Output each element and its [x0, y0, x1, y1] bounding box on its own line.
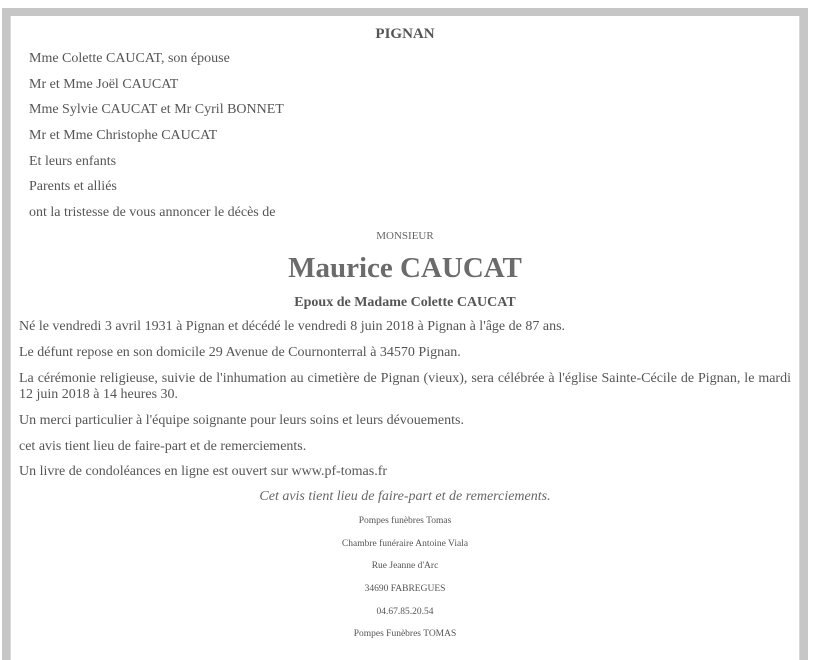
ceremony-line: La cérémonie religieuse, suivie de l'inhumation au cimetière de Pignan (vieux), sera célébrée à l'église Sainte-Cécile de Pignan, le mardi 12 juin 2018 à 14 heures 30.	[19, 371, 791, 402]
funeral-home-line: Pompes Funèbres TOMAS	[353, 629, 457, 639]
funeral-home-line: 34690 FABREGUES	[364, 584, 446, 594]
funeral-home-line: 04.67.85.20.54	[376, 607, 434, 617]
deceased-name: Maurice CAUCAT	[288, 252, 522, 284]
family-line: Et leurs enfants	[29, 154, 117, 169]
family-line: ont la tristesse de vous annoncer le décès de	[29, 205, 276, 220]
condolence-line: Un livre de condoléances en ligne est ouvert sur www.pf-tomas.fr	[19, 464, 388, 479]
town-heading: PIGNAN	[375, 26, 435, 42]
birth-death-line: Né le vendredi 3 avril 1931 à Pignan et décédé le vendredi 8 juin 2018 à Pignan à l'âge de 87 ans.	[19, 319, 566, 334]
repose-line: Le défunt repose en son domicile 29 Avenue de Cournonterral à 34570 Pignan.	[19, 345, 461, 360]
frame-border-top	[2, 8, 808, 16]
notice-line: cet avis tient lieu de faire-part et de remerciements.	[19, 439, 307, 454]
family-line: Mme Colette CAUCAT, son épouse	[29, 51, 230, 66]
funeral-home-line: Pompes funèbres Tomas	[358, 516, 452, 526]
honorific: MONSIEUR	[376, 230, 434, 242]
thanks-line: Un merci particulier à l'équipe soignante pour leurs soins et leurs dévouements.	[19, 413, 464, 428]
family-line: Parents et alliés	[29, 179, 117, 194]
family-line: Mr et Mme Joël CAUCAT	[29, 77, 179, 92]
family-line: Mr et Mme Christophe CAUCAT	[29, 128, 218, 143]
frame-border-right	[800, 8, 808, 660]
funeral-home-line: Rue Jeanne d'Arc	[371, 561, 439, 571]
funeral-home-line: Chambre funéraire Antoine Viala	[341, 539, 469, 549]
closing-statement: Cet avis tient lieu de faire-part et de remerciements.	[259, 489, 551, 504]
spouse-line: Epoux de Madame Colette CAUCAT	[294, 295, 516, 310]
frame-border-left	[2, 8, 10, 660]
family-line: Mme Sylvie CAUCAT et Mr Cyril BONNET	[29, 102, 284, 117]
death-notice	[10, 16, 800, 660]
